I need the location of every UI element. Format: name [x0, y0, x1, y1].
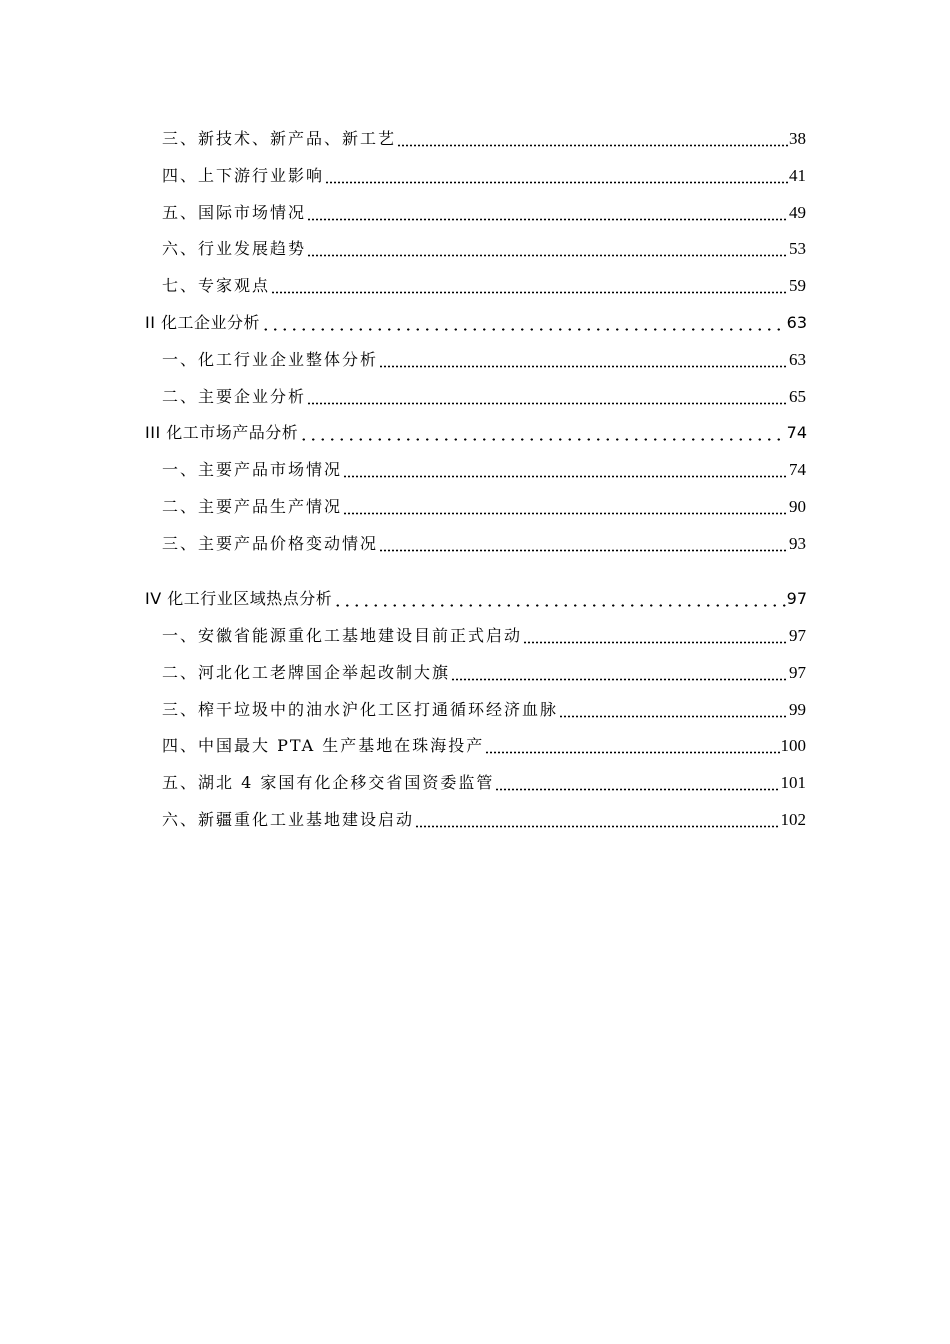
toc-entry-title: 六、新疆重化工业基地建设启动 — [162, 810, 415, 829]
toc-section-title: IV 化工行业区域热点分析 — [145, 589, 333, 608]
dot-leader — [415, 825, 779, 828]
toc-entry-title: 七、专家观点 — [162, 276, 271, 295]
toc-entry[interactable] — [162, 805, 806, 831]
toc-page-number: 63 — [789, 350, 806, 369]
toc-entry-title: 一、主要产品市场情况 — [162, 460, 343, 479]
toc-page-number: 102 — [780, 810, 806, 829]
dot-leader — [271, 291, 788, 294]
toc-page-number: 99 — [789, 700, 806, 719]
toc-page-number: 93 — [789, 534, 806, 553]
toc-page-number: 53 — [789, 239, 806, 258]
toc-entry[interactable] — [162, 345, 806, 371]
toc-entry-title: 三、新技术、新产品、新工艺 — [162, 129, 397, 148]
toc-entry-title: 二、主要产品生产情况 — [162, 497, 343, 516]
toc-section-entry[interactable] — [145, 308, 807, 334]
dot-leader — [325, 181, 788, 184]
toc-entry-title: 三、主要产品价格变动情况 — [162, 534, 379, 553]
dot-leader — [307, 402, 788, 405]
toc-page-number: 97 — [786, 589, 807, 608]
toc-section-title: III 化工市场产品分析 — [145, 423, 299, 442]
dot-leader — [397, 144, 788, 147]
toc-page-number: 74 — [786, 423, 807, 442]
toc-entry-title: 五、国际市场情况 — [162, 203, 307, 222]
dot-leader — [523, 641, 788, 644]
dot-leader — [333, 604, 785, 607]
toc-entry-title: 二、河北化工老牌国企举起改制大旗 — [162, 663, 451, 682]
toc-page-number: 63 — [786, 313, 807, 332]
toc-entry[interactable] — [162, 768, 806, 794]
toc-entry[interactable] — [162, 695, 806, 721]
dot-leader — [307, 254, 788, 257]
toc-entry[interactable] — [162, 492, 806, 518]
toc-section-title: II 化工企业分析 — [145, 313, 261, 332]
toc-page-number: 65 — [789, 387, 806, 406]
toc-section-entry[interactable] — [145, 584, 807, 610]
toc-entry[interactable] — [162, 621, 806, 647]
toc-page-number: 97 — [789, 626, 806, 645]
toc-page-number: 59 — [789, 276, 806, 295]
toc-page-number: 74 — [789, 460, 806, 479]
dot-leader — [343, 475, 788, 478]
dot-leader — [343, 512, 788, 515]
dot-leader — [261, 328, 786, 331]
toc-entry[interactable] — [162, 529, 806, 555]
toc-entry[interactable] — [162, 124, 806, 150]
toc-entry-title: 二、主要企业分析 — [162, 387, 307, 406]
toc-entry[interactable] — [162, 271, 806, 297]
toc-entry-title: 四、上下游行业影响 — [162, 166, 325, 185]
toc-page-number: 49 — [789, 203, 806, 222]
toc-page-number: 90 — [789, 497, 806, 516]
toc-entry[interactable] — [162, 455, 806, 481]
toc-section-entry[interactable] — [145, 418, 807, 444]
dot-leader — [559, 715, 788, 718]
toc-entry-title: 一、化工行业企业整体分析 — [162, 350, 379, 369]
toc-entry[interactable] — [162, 161, 806, 187]
toc-entry-title: 三、榨干垃圾中的油水沪化工区打通循环经济血脉 — [162, 700, 559, 719]
dot-leader — [379, 365, 788, 368]
dot-leader — [307, 218, 788, 221]
toc-entry[interactable] — [162, 382, 806, 408]
toc-page-number: 97 — [789, 663, 806, 682]
toc-entry[interactable] — [162, 658, 806, 684]
toc-entry[interactable] — [162, 234, 806, 260]
toc-entry-title: 四、中国最大 PTA 生产基地在珠海投产 — [162, 736, 485, 755]
toc-entry[interactable] — [162, 731, 806, 757]
toc-entry[interactable] — [162, 198, 806, 224]
dot-leader — [299, 438, 785, 441]
dot-leader — [379, 549, 788, 552]
toc-entry-title: 五、湖北 4 家国有化企移交省国资委监管 — [162, 773, 495, 792]
dot-leader — [451, 678, 788, 681]
toc-entry-title: 一、安徽省能源重化工基地建设目前正式启动 — [162, 626, 523, 645]
toc-page-number: 100 — [780, 736, 806, 755]
dot-leader — [485, 751, 779, 754]
toc-entry-title: 六、行业发展趋势 — [162, 239, 307, 258]
toc-page-number: 41 — [789, 166, 806, 185]
toc-page-number: 38 — [789, 129, 806, 148]
dot-leader — [495, 788, 779, 791]
toc-page-number: 101 — [780, 773, 806, 792]
